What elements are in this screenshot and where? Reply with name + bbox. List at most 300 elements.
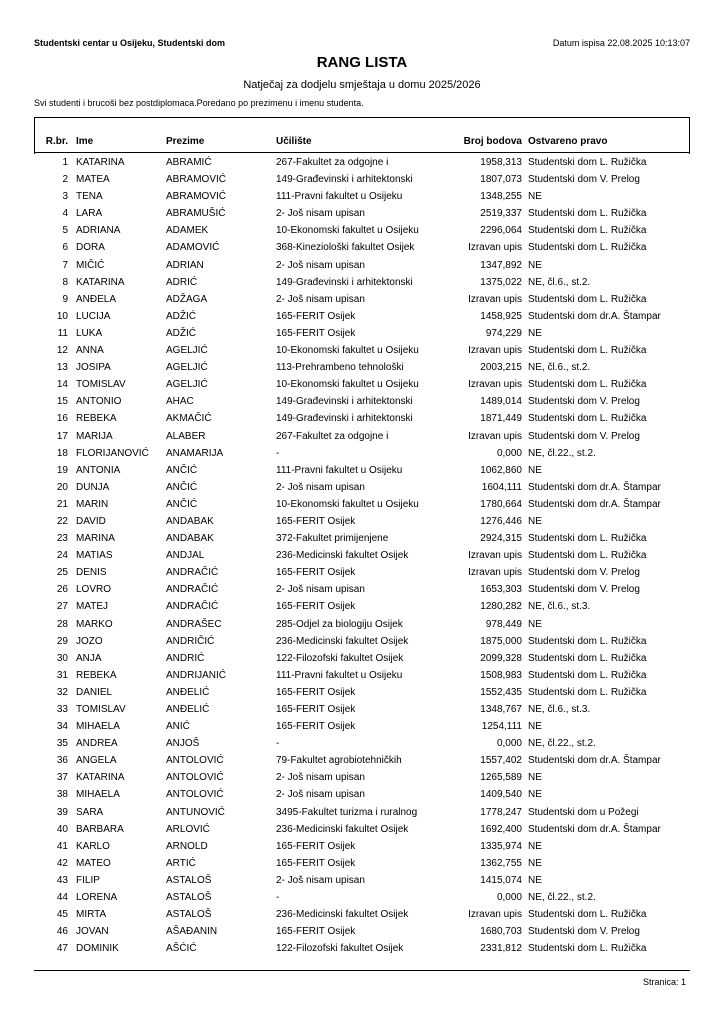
row-first-name: ANGELA	[76, 755, 117, 767]
row-institution: 149-Građevinski i arhitektonski	[276, 413, 413, 425]
row-entitlement: NE	[528, 618, 542, 630]
row-entitlement: Studentski dom dr.A. Štampar	[528, 310, 661, 322]
row-institution: 165-FERIT Osijek	[276, 840, 356, 852]
row-institution: 113-Prehrambeno tehnološki	[276, 362, 404, 374]
row-first-name: MARIJA	[76, 430, 113, 442]
row-institution: 236-Medicinski fakultet Osijek	[276, 909, 409, 921]
row-entitlement: NE	[528, 327, 542, 339]
row-last-name: ANJOŠ	[166, 738, 200, 750]
row-first-name: MIHAELA	[76, 789, 120, 801]
row-rank: 35	[56, 738, 68, 750]
row-institution: 10-Ekonomski fakultet u Osijeku	[276, 498, 419, 510]
row-rank: 11	[57, 327, 68, 339]
row-rank: 37	[56, 772, 68, 784]
row-rank: 3	[62, 191, 68, 203]
row-first-name: MARIN	[76, 498, 109, 510]
row-first-name: ANNA	[76, 345, 104, 357]
row-rank: 45	[56, 909, 68, 921]
row-last-name: ANDRIČIĆ	[166, 635, 215, 647]
table-row	[0, 650, 724, 667]
header-divider	[34, 152, 690, 153]
row-last-name: ADAMOVIĆ	[166, 242, 220, 254]
row-first-name: DENIS	[76, 567, 107, 579]
row-points: 1280,282	[480, 601, 522, 613]
row-last-name: ANDRAČIĆ	[166, 567, 219, 579]
row-first-name: DANIEL	[76, 686, 113, 698]
table-row	[0, 940, 724, 957]
table-row	[0, 428, 724, 445]
row-first-name: MIČIĆ	[76, 259, 105, 271]
row-entitlement: NE	[528, 464, 542, 476]
row-points: 2519,337	[480, 208, 522, 220]
table-row	[0, 530, 724, 547]
table-row	[0, 923, 724, 940]
table-row	[0, 445, 724, 462]
row-rank: 21	[56, 498, 68, 510]
table-row	[0, 598, 724, 615]
row-first-name: JOVAN	[76, 926, 109, 938]
row-rank: 38	[56, 789, 68, 801]
row-points: 1780,664	[480, 498, 522, 510]
row-institution: 368-Kineziološki fakultet Osijek	[276, 242, 415, 254]
row-points: 1557,402	[480, 755, 522, 767]
row-entitlement: NE, čl.6., st.3.	[528, 704, 591, 715]
table-row	[0, 513, 724, 530]
row-last-name: ANTOLOVIĆ	[166, 755, 224, 767]
row-rank: 34	[56, 721, 68, 733]
table-row	[0, 735, 724, 752]
table-row	[0, 205, 724, 222]
row-points: 1062,860	[480, 464, 522, 476]
row-first-name: DOMINIK	[76, 943, 119, 955]
page-title: RANG LISTA	[316, 54, 408, 71]
row-entitlement: Studentski dom V. Prelog	[528, 926, 640, 938]
row-entitlement: NE, čl.6., st.2.	[528, 276, 591, 288]
table-row	[0, 257, 724, 274]
row-rank: 46	[56, 926, 68, 938]
page-subtitle: Natječaj za dodjelu smještaja u domu 2025/2026	[243, 79, 481, 91]
row-last-name: ANČIĆ	[166, 498, 198, 510]
row-first-name: MATEO	[76, 857, 111, 869]
page-number: Stranica: 1	[642, 977, 686, 987]
row-first-name: ANJA	[76, 652, 102, 664]
row-institution: 2- Još nisam upisan	[276, 584, 365, 596]
row-first-name: REBEKA	[76, 669, 117, 681]
table-row	[0, 752, 724, 769]
row-institution: 2- Još nisam upisan	[276, 293, 365, 305]
row-first-name: KATARINA	[76, 772, 125, 784]
row-rank: 13	[56, 362, 68, 374]
institution-name: Studentski centar u Osijeku, Studentski dom	[34, 38, 226, 48]
row-last-name: AŠAĐANIN	[166, 926, 218, 938]
row-last-name: ANDABAK	[166, 533, 214, 545]
table-row	[0, 889, 724, 906]
table-row	[0, 291, 724, 308]
row-last-name: ADŽAGA	[166, 293, 208, 305]
row-last-name: ANĐELIĆ	[166, 686, 210, 698]
row-entitlement: NE	[528, 874, 542, 886]
row-entitlement: NE	[528, 721, 542, 733]
row-points: 1604,111	[481, 481, 522, 493]
row-first-name: TENA	[76, 191, 103, 203]
row-last-name: ABRAMIĆ	[166, 157, 212, 168]
row-points: 1335,974	[480, 840, 522, 852]
row-entitlement: Studentski dom L. Ružička	[528, 652, 647, 664]
row-last-name: ANTOLOVIĆ	[166, 789, 224, 801]
row-rank: 39	[56, 806, 68, 818]
row-points: 1875,000	[480, 635, 522, 647]
row-first-name: JOSIPA	[76, 362, 111, 374]
table-row	[0, 154, 724, 171]
col-header-uciliste: Učilište	[276, 136, 312, 147]
row-institution: 236-Medicinski fakultet Osijek	[276, 823, 409, 835]
row-points: 1415,074	[480, 874, 522, 886]
row-entitlement: NE, čl.22., st.2.	[528, 447, 596, 459]
row-institution: 111-Pravni fakultet u Osijeku	[276, 464, 403, 476]
row-rank: 26	[56, 584, 68, 596]
table-row	[0, 769, 724, 786]
row-rank: 14	[56, 379, 68, 391]
col-header-ime: Ime	[76, 136, 94, 147]
row-rank: 33	[56, 704, 68, 715]
row-institution: 236-Medicinski fakultet Osijek	[276, 635, 409, 647]
ranking-table-body	[0, 154, 724, 957]
row-rank: 44	[56, 892, 68, 904]
row-points: 2099,328	[480, 652, 522, 664]
row-entitlement: Studentski dom L. Ružička	[528, 635, 647, 647]
row-points: 978,449	[485, 618, 522, 630]
row-rank: 16	[56, 413, 68, 425]
row-first-name: DUNJA	[76, 481, 110, 493]
row-entitlement: Studentski dom V. Prelog	[528, 174, 640, 186]
table-row	[0, 684, 724, 701]
table-row	[0, 906, 724, 923]
row-entitlement: Studentski dom L. Ružička	[528, 550, 647, 562]
row-last-name: AGELJIĆ	[166, 362, 208, 374]
row-first-name: REBEKA	[76, 413, 117, 425]
row-institution: 267-Fakultet za odgojne i	[276, 157, 389, 168]
row-entitlement: Studentski dom dr.A. Štampar	[528, 498, 661, 510]
row-institution: 165-FERIT Osijek	[276, 515, 356, 527]
table-row	[0, 564, 724, 581]
row-entitlement: Studentski dom L. Ružička	[528, 157, 647, 168]
row-institution: 2- Još nisam upisan	[276, 874, 365, 886]
table-row	[0, 701, 724, 718]
row-first-name: ANTONIA	[76, 464, 121, 476]
row-first-name: KARLO	[76, 840, 110, 852]
row-points: 0,000	[496, 447, 522, 459]
row-last-name: ANAMARIJA	[166, 447, 224, 459]
row-last-name: AŠĆIĆ	[166, 943, 197, 955]
row-last-name: ANĐELIĆ	[166, 704, 210, 715]
row-last-name: ARNOLD	[166, 840, 208, 852]
row-first-name: LUCIJA	[76, 310, 111, 322]
row-rank: 25	[56, 567, 68, 579]
row-rank: 30	[56, 652, 68, 664]
row-last-name: ANTUNOVIĆ	[166, 806, 225, 818]
row-first-name: TOMISLAV	[76, 704, 126, 715]
row-points: 974,229	[485, 327, 522, 339]
row-entitlement: NE, čl.22., st.2.	[528, 892, 596, 904]
row-institution: -	[276, 447, 280, 459]
row-points: 1347,892	[480, 259, 522, 271]
row-rank: 42	[56, 857, 68, 869]
row-last-name: AGELJIĆ	[166, 345, 208, 357]
table-row	[0, 376, 724, 393]
row-points: Izravan upis	[468, 909, 522, 921]
row-entitlement: Studentski dom L. Ružička	[528, 533, 647, 545]
table-row	[0, 581, 724, 598]
row-first-name: LORENA	[76, 892, 118, 904]
row-entitlement: NE, čl.22., st.2.	[528, 738, 596, 750]
row-rank: 18	[56, 447, 68, 459]
table-row	[0, 393, 724, 410]
table-row	[0, 325, 724, 342]
row-institution: 122-Filozofski fakultet Osijek	[276, 652, 404, 664]
table-row	[0, 872, 724, 889]
row-first-name: MATEA	[76, 174, 110, 186]
row-entitlement: Studentski dom L. Ružička	[528, 669, 647, 681]
row-rank: 10	[56, 310, 68, 322]
table-row	[0, 547, 724, 564]
row-institution: 165-FERIT Osijek	[276, 926, 356, 938]
row-institution: 79-Fakultet agrobiotehničkih	[276, 755, 402, 767]
row-last-name: ANDRIĆ	[166, 652, 205, 664]
row-rank: 19	[56, 464, 68, 476]
row-points: Izravan upis	[468, 550, 522, 562]
table-row	[0, 667, 724, 684]
table-row	[0, 616, 724, 633]
row-first-name: MATIAS	[76, 550, 113, 562]
row-entitlement: NE	[528, 191, 542, 203]
row-entitlement: Studentski dom V. Prelog	[528, 584, 640, 596]
row-institution: 2- Još nisam upisan	[276, 772, 365, 784]
row-institution: 372-Fakultet primijenjene	[276, 533, 389, 545]
row-last-name: ANDJAL	[166, 550, 205, 562]
print-date: Datum ispisa 22.08.2025 10:13:07	[552, 38, 690, 48]
row-rank: 31	[56, 669, 68, 681]
row-rank: 24	[56, 550, 68, 562]
row-rank: 17	[56, 430, 68, 442]
row-last-name: ADRIAN	[166, 259, 204, 271]
row-rank: 7	[62, 259, 68, 271]
row-rank: 9	[62, 293, 68, 305]
table-row	[0, 308, 724, 325]
row-institution: 165-FERIT Osijek	[276, 857, 356, 869]
row-entitlement: Studentski dom L. Ružička	[528, 225, 647, 237]
row-rank: 28	[56, 618, 68, 630]
row-institution: 165-FERIT Osijek	[276, 721, 356, 733]
row-points: Izravan upis	[468, 379, 522, 391]
col-header-rbr: R.br.	[45, 136, 68, 147]
row-entitlement: NE	[528, 789, 542, 801]
row-last-name: ANDABAK	[166, 515, 214, 527]
row-first-name: MIRTA	[76, 909, 107, 921]
table-row	[0, 274, 724, 291]
row-points: Izravan upis	[468, 293, 522, 305]
row-first-name: MIHAELA	[76, 721, 120, 733]
row-last-name: ALABER	[166, 430, 206, 442]
row-entitlement: Studentski dom L. Ružička	[528, 345, 647, 357]
row-institution: 165-FERIT Osijek	[276, 310, 356, 322]
row-points: 1692,400	[480, 823, 522, 835]
row-last-name: ANIĆ	[166, 721, 190, 733]
row-rank: 23	[56, 533, 68, 545]
row-institution: -	[276, 738, 280, 750]
row-points: 1276,446	[480, 515, 522, 527]
row-entitlement: Studentski dom dr.A. Štampar	[528, 481, 661, 493]
row-points: 1680,703	[480, 926, 522, 938]
table-row	[0, 171, 724, 188]
row-institution: 165-FERIT Osijek	[276, 567, 356, 579]
row-last-name: AHAC	[166, 396, 194, 408]
table-bottom-rule	[34, 970, 690, 971]
row-first-name: MARKO	[76, 618, 113, 630]
row-points: 1409,540	[480, 789, 522, 801]
row-first-name: MATEJ	[76, 601, 109, 613]
row-entitlement: NE	[528, 515, 542, 527]
row-first-name: KATARINA	[76, 276, 125, 288]
row-rank: 22	[56, 515, 68, 527]
row-points: 1254,111	[481, 721, 522, 733]
row-last-name: ANDRAŠEC	[166, 618, 222, 630]
row-entitlement: Studentski dom dr.A. Štampar	[528, 755, 661, 767]
row-last-name: ANTOLOVIĆ	[166, 772, 224, 784]
row-institution: 2- Još nisam upisan	[276, 789, 365, 801]
row-last-name: ASTALOŠ	[166, 909, 212, 921]
row-entitlement: Studentski dom u Požegi	[528, 806, 639, 818]
row-rank: 41	[56, 840, 68, 852]
row-institution: -	[276, 892, 280, 904]
col-header-prezime: Prezime	[166, 136, 205, 147]
row-entitlement: NE, čl.6., st.3.	[528, 601, 591, 613]
row-institution: 3495-Fakultet turizma i ruralnog	[276, 806, 418, 818]
row-last-name: AGELJIĆ	[166, 379, 208, 391]
table-row	[0, 855, 724, 872]
row-points: 2331,812	[480, 943, 522, 955]
row-points: 0,000	[496, 892, 522, 904]
row-last-name: ARLOVIĆ	[166, 823, 210, 835]
row-points: 1348,255	[480, 191, 522, 203]
row-institution: 2- Još nisam upisan	[276, 259, 365, 271]
table-row	[0, 359, 724, 376]
row-entitlement: Studentski dom L. Ružička	[528, 242, 647, 254]
row-points: 0,000	[496, 738, 522, 750]
row-last-name: AKMAČIĆ	[166, 413, 212, 425]
row-institution: 165-FERIT Osijek	[276, 704, 356, 715]
row-rank: 12	[56, 345, 68, 357]
row-points: 1653,303	[480, 584, 522, 596]
row-rank: 2	[62, 174, 68, 186]
row-institution: 149-Građevinski i arhitektonski	[276, 174, 413, 186]
row-rank: 27	[56, 601, 68, 613]
row-institution: 149-Građevinski i arhitektonski	[276, 396, 413, 408]
table-row	[0, 239, 724, 256]
row-first-name: BARBARA	[76, 823, 124, 835]
row-first-name: LUKA	[76, 327, 103, 339]
row-entitlement: Studentski dom L. Ružička	[528, 293, 647, 305]
row-entitlement: NE	[528, 857, 542, 869]
row-rank: 5	[62, 225, 68, 237]
row-first-name: JOZO	[76, 635, 103, 647]
row-points: 2003,215	[480, 362, 522, 374]
row-institution: 149-Građevinski i arhitektonski	[276, 276, 413, 288]
row-rank: 47	[56, 943, 68, 955]
row-entitlement: Studentski dom L. Ružička	[528, 379, 647, 391]
row-last-name: ANDRIJANIĆ	[166, 669, 227, 681]
row-points: Izravan upis	[468, 242, 522, 254]
row-points: Izravan upis	[468, 430, 522, 442]
table-row	[0, 786, 724, 803]
table-row	[0, 479, 724, 496]
col-header-bodovi: Broj bodova	[463, 136, 522, 147]
row-last-name: ABRAMOVIĆ	[166, 191, 227, 203]
row-first-name: FILIP	[76, 874, 100, 886]
row-last-name: ADAMEK	[166, 225, 209, 237]
row-last-name: ADŽIĆ	[166, 327, 196, 339]
row-institution: 10-Ekonomski fakultet u Osijeku	[276, 379, 419, 391]
row-last-name: ASTALOŠ	[166, 874, 212, 886]
table-row	[0, 222, 724, 239]
row-first-name: KATARINA	[76, 157, 125, 168]
row-institution: 111-Pravni fakultet u Osijeku	[276, 669, 403, 681]
row-first-name: FLORIJANOVIĆ	[76, 447, 149, 459]
row-first-name: TOMISLAV	[76, 379, 126, 391]
table-row	[0, 633, 724, 650]
row-points: 1362,755	[480, 857, 522, 869]
row-rank: 20	[56, 481, 68, 493]
row-rank: 32	[56, 686, 68, 698]
row-points: 1778,247	[480, 806, 522, 818]
row-institution: 10-Ekonomski fakultet u Osijeku	[276, 225, 419, 237]
row-last-name: ABRAMUŠIĆ	[166, 208, 226, 220]
row-points: 1265,589	[480, 772, 522, 784]
row-first-name: ANTONIO	[76, 396, 122, 408]
row-first-name: ADRIANA	[76, 225, 121, 237]
row-points: 1458,925	[480, 310, 522, 322]
row-entitlement: Studentski dom L. Ružička	[528, 686, 647, 698]
row-points: 1958,313	[480, 157, 522, 168]
row-entitlement: Studentski dom V. Prelog	[528, 430, 640, 442]
row-rank: 4	[62, 208, 68, 220]
row-first-name: LOVRO	[76, 584, 112, 596]
row-institution: 165-FERIT Osijek	[276, 686, 356, 698]
table-row	[0, 804, 724, 821]
row-entitlement: NE, čl.6., st.2.	[528, 362, 591, 374]
row-first-name: DAVID	[76, 515, 106, 527]
row-points: 1871,449	[480, 413, 522, 425]
table-row	[0, 410, 724, 427]
row-points: 1552,435	[480, 686, 522, 698]
row-entitlement: Studentski dom L. Ružička	[528, 208, 647, 220]
row-last-name: ANČIĆ	[166, 481, 198, 493]
row-institution: 267-Fakultet za odgojne i	[276, 430, 389, 442]
row-entitlement: Studentski dom V. Prelog	[528, 396, 640, 408]
row-institution: 2- Još nisam upisan	[276, 481, 365, 493]
row-last-name: ANDRAČIĆ	[166, 584, 219, 596]
row-last-name: ASTALOŠ	[166, 892, 212, 904]
row-rank: 36	[56, 755, 68, 767]
row-last-name: ABRAMOVIĆ	[166, 174, 227, 186]
row-points: Izravan upis	[468, 567, 522, 579]
row-entitlement: Studentski dom dr.A. Štampar	[528, 823, 661, 835]
row-institution: 285-Odjel za biologiju Osijek	[276, 618, 403, 630]
table-row	[0, 821, 724, 838]
row-institution: 2- Još nisam upisan	[276, 208, 365, 220]
row-institution: 165-FERIT Osijek	[276, 327, 356, 339]
row-last-name: ARTIĆ	[166, 857, 196, 869]
row-first-name: ANĐELA	[76, 293, 117, 305]
